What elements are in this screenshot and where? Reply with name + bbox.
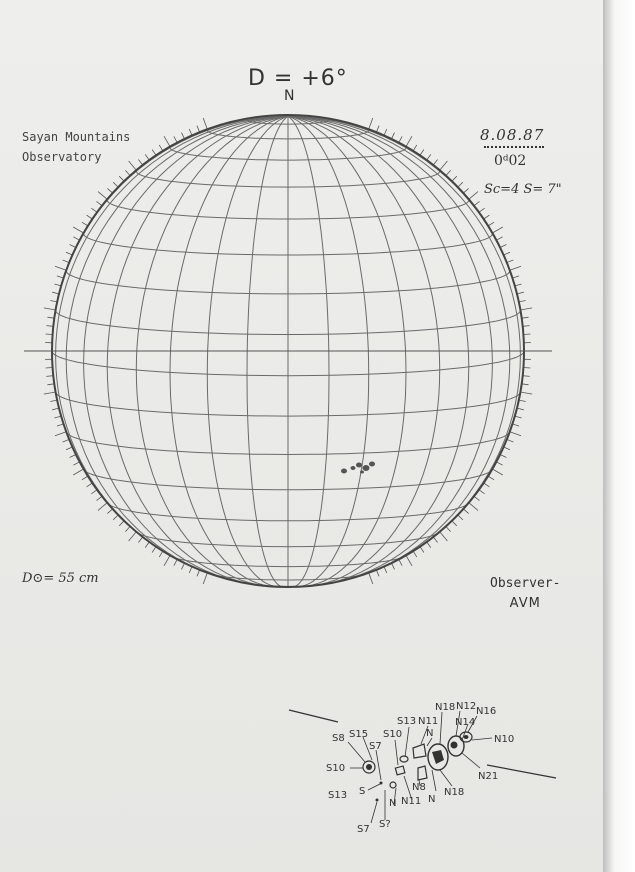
label-n21: N21 bbox=[478, 771, 499, 782]
limb-tick bbox=[488, 222, 494, 226]
limb-tick bbox=[440, 161, 448, 170]
limb-tick bbox=[159, 551, 163, 557]
limb-tick bbox=[523, 326, 530, 327]
limb-tick bbox=[57, 276, 64, 278]
limb-tick bbox=[469, 503, 478, 511]
limb-tick bbox=[159, 145, 163, 151]
label-s15: S15 bbox=[349, 729, 369, 740]
label-n11: N11 bbox=[418, 716, 439, 727]
limb-tick bbox=[369, 118, 373, 129]
limb-tick bbox=[492, 469, 502, 475]
limb-tick bbox=[66, 447, 72, 450]
limb-tick bbox=[523, 376, 530, 377]
limb-tick bbox=[512, 424, 519, 426]
label-n10: N10 bbox=[494, 734, 515, 745]
label-n-lower1: N bbox=[389, 798, 397, 809]
limb-tick bbox=[392, 133, 395, 139]
limb-tick bbox=[496, 237, 502, 240]
limb-tick bbox=[203, 573, 207, 584]
limb-tick bbox=[46, 326, 53, 327]
limb-tick bbox=[203, 118, 207, 129]
limb-tick bbox=[458, 182, 463, 187]
label-n-lower2: N bbox=[428, 794, 436, 805]
limb-tick bbox=[54, 416, 61, 418]
limb-tick bbox=[46, 376, 53, 377]
limb-tick bbox=[73, 227, 83, 233]
limb-tick bbox=[91, 490, 97, 494]
limb-tick bbox=[504, 447, 510, 450]
limb-tick bbox=[507, 439, 514, 442]
limb-tick bbox=[52, 408, 59, 410]
limb-tick bbox=[98, 192, 107, 200]
limb-tick bbox=[399, 136, 402, 142]
label-s8: S8 bbox=[332, 733, 345, 744]
limb-tick bbox=[174, 136, 177, 142]
limb-tick bbox=[474, 496, 480, 500]
limb-tick bbox=[488, 476, 494, 480]
limb-tick bbox=[510, 432, 521, 436]
limb-tick bbox=[496, 462, 502, 465]
limb-tick bbox=[420, 150, 424, 156]
limb-tick bbox=[44, 308, 56, 310]
limb-tick bbox=[82, 222, 88, 226]
limb-tick bbox=[119, 521, 124, 526]
limb-tick bbox=[452, 176, 457, 181]
limb-tick bbox=[522, 317, 529, 318]
limb-tick bbox=[492, 227, 502, 233]
limb-tick bbox=[519, 301, 526, 302]
limb-tick bbox=[515, 416, 522, 418]
limb-tick bbox=[46, 368, 53, 369]
date-underline bbox=[484, 146, 544, 148]
limb-tick bbox=[87, 483, 93, 487]
limb-tick bbox=[50, 400, 57, 401]
limb-tick bbox=[392, 563, 395, 569]
limb-tick bbox=[500, 455, 506, 458]
limb-tick bbox=[446, 170, 451, 175]
limb-tick bbox=[55, 266, 66, 270]
limb-tick bbox=[413, 145, 417, 151]
limb-tick bbox=[119, 176, 124, 181]
limb-tick bbox=[91, 208, 97, 212]
limb-tick bbox=[87, 215, 93, 219]
limb-tick bbox=[384, 129, 387, 135]
limb-tick bbox=[504, 252, 510, 255]
observer-initials: AVM bbox=[509, 596, 541, 611]
limb-tick bbox=[97, 496, 103, 500]
limb-tick bbox=[507, 260, 514, 263]
limb-tick bbox=[413, 551, 417, 557]
limb-tick bbox=[189, 567, 192, 573]
label-n18: N18 bbox=[435, 702, 456, 713]
limb-tick bbox=[63, 260, 69, 263]
limb-tick bbox=[189, 129, 192, 135]
limb-tick bbox=[517, 408, 524, 410]
limb-tick bbox=[446, 526, 451, 531]
label-n12: N12 bbox=[456, 701, 477, 712]
limb-tick bbox=[66, 252, 72, 255]
limb-tick bbox=[512, 276, 519, 278]
label-s13-left: S13 bbox=[328, 790, 348, 801]
limb-tick bbox=[47, 384, 54, 385]
north-marker: N bbox=[284, 88, 295, 104]
limb-tick bbox=[82, 476, 88, 480]
limb-tick bbox=[517, 292, 524, 294]
observation-date: 8.08.87 bbox=[480, 126, 545, 144]
limb-tick bbox=[52, 292, 59, 294]
limb-tick bbox=[474, 201, 480, 205]
limb-tick bbox=[440, 532, 448, 541]
limb-tick bbox=[98, 503, 107, 511]
limb-tick bbox=[399, 559, 402, 565]
limb-tick bbox=[113, 515, 118, 520]
limb-tick bbox=[458, 515, 463, 520]
label-s: S bbox=[359, 786, 366, 797]
limb-tick bbox=[55, 432, 66, 436]
limb-tick bbox=[164, 555, 170, 565]
limb-tick bbox=[107, 188, 112, 193]
limb-tick bbox=[125, 170, 130, 175]
limb-tick bbox=[479, 208, 485, 212]
limb-tick bbox=[433, 537, 437, 543]
observer-label: Observer- bbox=[490, 576, 561, 591]
limb-tick bbox=[50, 301, 57, 302]
limb-tick bbox=[463, 509, 468, 514]
limb-tick bbox=[515, 284, 522, 286]
limb-tick bbox=[44, 392, 56, 394]
limb-tick bbox=[406, 136, 412, 146]
limb-tick bbox=[73, 237, 79, 240]
limb-tick bbox=[73, 462, 79, 465]
label-n11-lower: N11 bbox=[401, 796, 422, 807]
limb-tick bbox=[376, 570, 379, 577]
seeing-quality: Sc=4 S= 7" bbox=[484, 182, 562, 197]
limb-tick bbox=[452, 521, 457, 526]
limb-tick bbox=[523, 368, 530, 369]
limb-tick bbox=[197, 126, 200, 133]
limb-tick bbox=[522, 384, 529, 385]
limb-tick bbox=[164, 136, 170, 146]
solar-inclination-title: D = +6° bbox=[248, 66, 348, 91]
limb-tick bbox=[520, 392, 532, 394]
limb-tick bbox=[197, 570, 200, 577]
limb-tick bbox=[510, 266, 521, 270]
limb-tick bbox=[376, 126, 379, 133]
limb-tick bbox=[427, 542, 431, 548]
observation-time: 0ᵈ02 bbox=[494, 153, 527, 169]
limb-tick bbox=[427, 154, 431, 160]
limb-tick bbox=[152, 547, 156, 553]
limb-tick bbox=[520, 308, 532, 310]
label-s10: S10 bbox=[383, 729, 403, 740]
label-s-question: S? bbox=[379, 819, 391, 830]
limb-tick bbox=[519, 400, 526, 401]
limb-tick bbox=[384, 567, 387, 573]
limb-tick bbox=[479, 490, 485, 494]
label-n: N bbox=[426, 728, 434, 739]
observatory-name bbox=[22, 127, 130, 167]
limb-tick bbox=[469, 192, 478, 200]
heliographic-grid bbox=[52, 116, 527, 587]
limb-tick bbox=[152, 150, 156, 156]
limb-tick bbox=[484, 215, 490, 219]
limb-tick bbox=[369, 573, 373, 584]
limb-tick bbox=[145, 154, 149, 160]
limb-tick bbox=[420, 547, 424, 553]
limb-tick bbox=[138, 160, 142, 166]
label-n16: N16 bbox=[476, 706, 497, 717]
label-s7-lower: S7 bbox=[357, 824, 370, 835]
limb-tick bbox=[138, 537, 142, 543]
limb-tick bbox=[463, 188, 468, 193]
limb-tick bbox=[182, 133, 185, 139]
limb-tick bbox=[107, 509, 112, 514]
limb-tick bbox=[73, 469, 83, 475]
limb-tick bbox=[70, 455, 76, 458]
limb-tick bbox=[406, 555, 412, 565]
limb-tick bbox=[433, 160, 437, 166]
label-s13: S13 bbox=[397, 716, 417, 727]
label-s7: S7 bbox=[369, 741, 382, 752]
limb-tick bbox=[57, 424, 64, 426]
limb-tick bbox=[70, 245, 76, 248]
limb-tick bbox=[46, 334, 53, 335]
disk-diameter: D⊙= 55 cm bbox=[22, 571, 99, 586]
limb-tick bbox=[484, 483, 490, 487]
limb-tick bbox=[125, 526, 130, 531]
limb-tick bbox=[113, 182, 118, 187]
observatory-name-line1: Sayan Mountains bbox=[22, 130, 131, 144]
limb-tick bbox=[97, 201, 103, 205]
limb-tick bbox=[500, 245, 506, 248]
limb-tick bbox=[47, 317, 54, 318]
limb-tick bbox=[182, 563, 185, 569]
observer-block bbox=[490, 574, 560, 614]
label-n14: N14 bbox=[455, 717, 476, 728]
limb-tick bbox=[129, 532, 137, 541]
limb-tick bbox=[54, 284, 61, 286]
sunspot-group bbox=[341, 462, 375, 474]
limb-tick bbox=[523, 334, 530, 335]
label-n18-lower: N18 bbox=[444, 787, 465, 798]
observatory-name-line2: Observatory bbox=[22, 150, 102, 164]
limb-tick bbox=[174, 559, 177, 565]
limb-tick bbox=[145, 542, 149, 548]
label-s10-left: S10 bbox=[326, 763, 346, 774]
label-n8: N8 bbox=[412, 782, 426, 793]
limb-tick bbox=[63, 439, 69, 442]
